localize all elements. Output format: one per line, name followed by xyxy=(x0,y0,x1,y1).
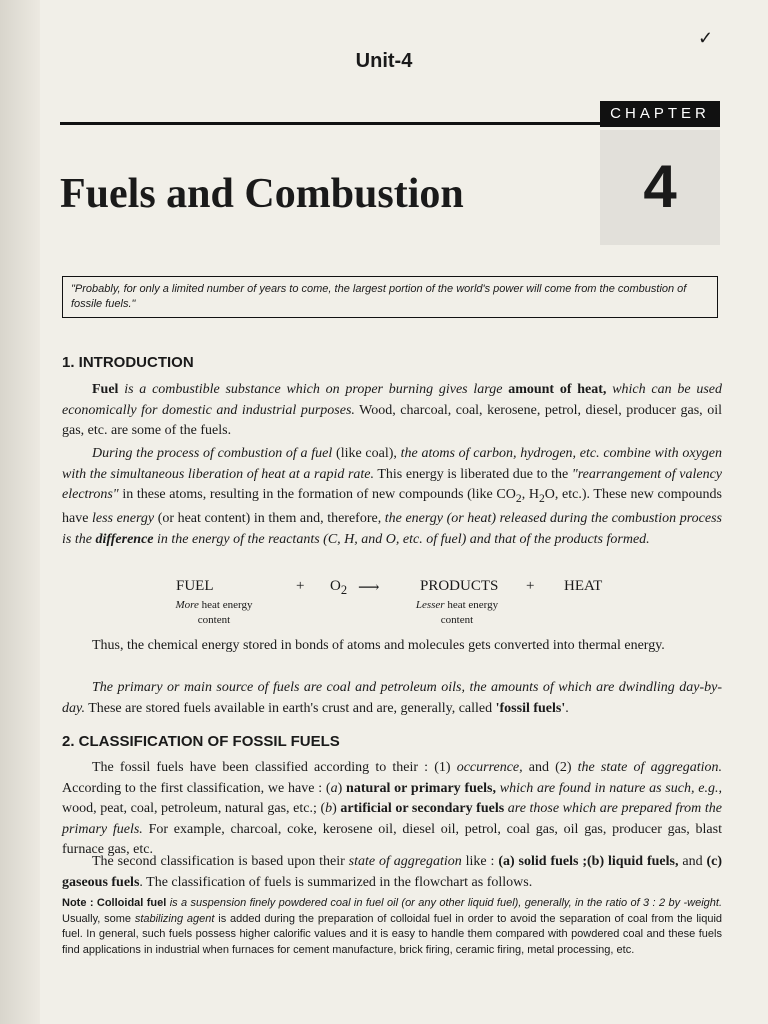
equation-heat: HEAT xyxy=(564,578,603,594)
products-energy-note xyxy=(402,598,512,628)
note-text: content xyxy=(197,614,231,626)
text-fragment: the atoms of carbon, hydrogen, etc. combine with oxygen with the simultaneous liberation of heat at a rapid rate. xyxy=(62,446,722,482)
text-fragment: , H xyxy=(521,487,539,502)
subscript: 2 xyxy=(515,491,522,505)
intro-paragraph-3: Thus, the chemical energy stored in bonds of atoms and molecules gets converted into thermal energy. xyxy=(92,638,665,653)
text-fragment: b xyxy=(325,801,333,816)
section-heading-classification: 2. CLASSIFICATION OF FOSSIL FUELS xyxy=(62,733,340,750)
term-natural-fuels: natural or primary fuels, xyxy=(346,780,496,796)
chapter-label: CHAPTER xyxy=(600,101,720,127)
text-fragment: are those which are prepared from the primary fuels. xyxy=(62,801,722,837)
text-fragment: For example, charcoal, coke, kerosene oil, diesel oil, petrol, coal gas, oil gas, producer gas, blast furnace gas, etc. xyxy=(62,821,722,857)
header-rule xyxy=(60,122,605,125)
text-fragment: Usually, some xyxy=(62,912,135,925)
classification-paragraph-1 xyxy=(62,758,722,861)
text-fragment: The primary or main source of fuels are coal and petroleum oils, the amounts of which are dwindling day-by-day. xyxy=(62,680,722,716)
text-fragment: ) xyxy=(332,801,341,816)
term-fuel: Fuel xyxy=(92,382,119,397)
intro-paragraph-1 xyxy=(62,380,722,442)
intro-paragraph-2 xyxy=(62,444,722,550)
text-fragment: in the energy of the reactants (C, H, and O, etc. of fuel) and that of the products formed. xyxy=(153,531,650,547)
text-fragment: which are found in nature as such, e.g., xyxy=(495,780,722,796)
text-fragment: (like coal), xyxy=(332,446,401,461)
term-gaseous-fuels: (c) gaseous fuels xyxy=(62,854,723,890)
term-occurrence: occurrence, xyxy=(456,760,523,775)
term-difference: difference xyxy=(95,531,154,547)
equation-fuel: FUEL xyxy=(176,578,214,594)
term-stabilizing-agent: stabilizing agent xyxy=(134,912,215,925)
text-fragment: The second classification is based upon their xyxy=(92,854,349,869)
equation-plus: + xyxy=(296,578,305,594)
unit-label: Unit-4 xyxy=(355,50,413,72)
term-artificial-fuels: artificial or secondary fuels xyxy=(340,801,505,816)
note-text: heat energy xyxy=(198,599,253,611)
note-text: content xyxy=(440,614,474,626)
subscript: 2 xyxy=(340,583,348,597)
equation-oxygen xyxy=(330,578,347,598)
subscript: 2 xyxy=(538,491,545,505)
text-fragment: This energy is liberated due to the xyxy=(374,466,572,482)
term-amount-of-heat: amount of heat, xyxy=(508,382,607,397)
text-fragment: O, etc.). These new compounds have xyxy=(62,487,722,527)
term-less-energy: less energy xyxy=(92,511,155,527)
intro-paragraph-4 xyxy=(62,678,722,719)
text-fragment: and xyxy=(678,854,707,869)
text-fragment: in these atoms, resulting in the formation of new compounds (like CO xyxy=(118,487,516,502)
equation-products: PRODUCTS xyxy=(420,578,499,594)
classification-paragraph-2 xyxy=(62,852,722,893)
text-fragment: These are stored fuels available in earth's crust and are, generally, called xyxy=(84,700,496,716)
text-fragment: Wood, charcoal, coal, kerosene, petrol, diesel, producer gas, oil gas, etc. are some of the fuels. xyxy=(62,402,722,438)
text-fragment: is added during the preparation of colloidal fuel in order to avoid the separation of coal from the liquid fuel. In general, such fuels possess higher calorific values and it is easy to handle them compared with powdered coal and these fuels find applications in industrial when furnaces for cement manufacture, brick firing, ceramic firing, metal processing, etc. xyxy=(62,912,723,956)
note-emphasis: More xyxy=(175,599,199,611)
text-fragment: and (2) xyxy=(522,760,578,775)
text-fragment: is a combustible substance which on proper burning gives large xyxy=(118,382,509,397)
chapter-number: 4 xyxy=(643,153,677,220)
text-fragment: ) xyxy=(337,780,347,796)
text-fragment: is a suspension finely powdered coal in fuel oil (or any other liquid fuel), generally, in the ratio of 3 : 2 by -weight. xyxy=(166,897,723,909)
check-mark-icon: ✓ xyxy=(698,28,714,48)
text-fragment: like : xyxy=(461,854,499,869)
text-fragment: wood, peat, coal, petroleum, natural gas, etc.; ( xyxy=(62,801,326,816)
text-fragment: According to the first classification, we have : ( xyxy=(62,780,331,796)
text-fragment: "rearrangement of valency electrons" xyxy=(62,466,722,502)
page-edge-shadow xyxy=(0,0,40,1024)
text-fragment: which can be used economically for domestic and industrial purposes. xyxy=(62,382,723,418)
text-fragment: a xyxy=(330,780,338,796)
term-state-of-aggregation: the state of aggregation. xyxy=(577,760,722,775)
text-fragment: . The classification of fuels is summarized in the flowchart as follows. xyxy=(139,874,533,890)
equation-arrow: ⟶ xyxy=(358,580,380,596)
text-fragment: During the process of combustion of a fuel xyxy=(92,446,333,461)
text-fragment: The fossil fuels have been classified according to their : (1) xyxy=(92,760,457,775)
text-fragment: (or heat content) in them and, therefore, xyxy=(154,511,385,527)
note-text: heat energy xyxy=(444,599,499,611)
fuel-energy-note xyxy=(164,598,264,628)
text-fragment: . xyxy=(565,700,569,716)
oxygen-symbol: O xyxy=(330,578,341,594)
section-heading-introduction: 1. INTRODUCTION xyxy=(62,354,194,371)
page-title: Fuels and Combustion xyxy=(60,171,464,217)
term-fossil-fuels: 'fossil fuels' xyxy=(495,700,566,716)
equation-plus: + xyxy=(526,578,535,594)
term-state-of-aggregation: state of aggregation xyxy=(348,854,462,869)
text-fragment: the energy (or heat) released during the combustion process is the xyxy=(62,511,722,547)
note-emphasis: Lesser xyxy=(415,599,445,611)
epigraph-quote: "Probably, for only a limited number of years to come, the largest portion of the world's power will come from the combustion of fossile fuels." xyxy=(62,276,718,318)
note-label: Note : Colloidal fuel xyxy=(62,897,167,909)
note-colloidal-fuel xyxy=(62,896,722,958)
term-solid-liquid-fuels: (a) solid fuels ;(b) liquid fuels, xyxy=(498,854,679,869)
